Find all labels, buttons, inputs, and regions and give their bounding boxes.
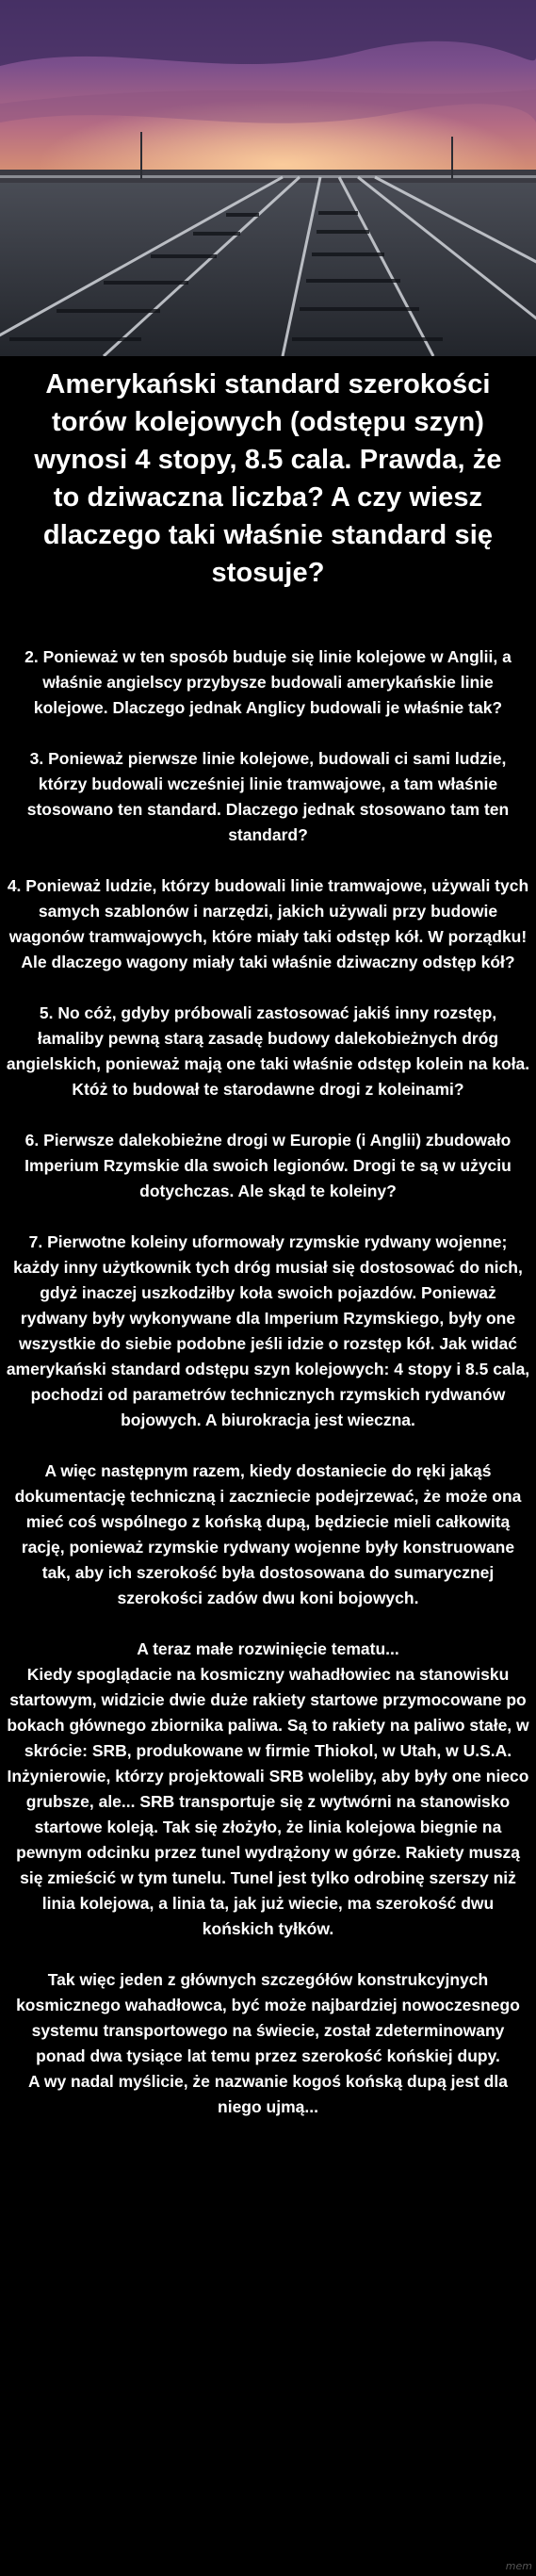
paragraph-point-3: 3. Ponieważ pierwsze linie kolejowe, budowali ci sami ludzie, którzy budowali wcześniej linie tramwajowe, a tam właśnie stosowano ten standard. Dlaczego jednak stosowano tam ten standard?	[26, 749, 510, 844]
article-body	[6, 644, 530, 2120]
watermark-text: mem	[505, 2560, 532, 2572]
headline: Amerykański standard szerokości torów kolejowych (odstępu szyn) wynosi 4 stopy, 8.5 cala. Prawda, że to dziwaczna liczba? A czy wiesz dlaczego taki właśnie standard się stosuje?	[34, 369, 502, 588]
paragraph-point-6: 6. Pierwsze dalekobieżne drogi w Europie (i Anglii) zbudowało Imperium Rzymskie dla swoich legionów. Drogi te są w użyciu dotychczas. Ale skąd te koleiny?	[24, 1131, 512, 1200]
paragraph-conclusion: A więc następnym razem, kiedy dostaniecie do ręki jakąś dokumentację techniczną i zaczniecie podejrzewać, że może ona mieć coś wspólnego z końską dupą, będziecie mieli całkowitą rację, ponieważ rzymskie rydwany wojenne były konstruowane tak, aby ich szerokość była dostosowana do sumarycznej szerokości zadów dwu koni bojowych.	[14, 1461, 522, 1607]
paragraph-point-2: 2. Ponieważ w ten sposób buduje się linie kolejowe w Anglii, a właśnie angielscy przybysze budowali amerykańskie linie kolejowe. Dlaczego jednak Anglicy budowali je właśnie tak?	[24, 647, 512, 717]
paragraph-space-shuttle: A teraz małe rozwinięcie tematu... Kiedy spoglądacie na kosmiczny wahadłowiec na stanowisku startowym, widzicie dwie duże rakiety startowe przymocowane po bokach głównego zbiornika paliwa. Są to rakiety na paliwo stałe, w skrócie: SRB, produkowane w firmie Thiokol, w Utah, w U.S.A. Inżynierowie, którzy projektowali SRB woleliby, aby były one nieco grubsze, ale... SRB transportuje się z wytwórni na stanowisko startowe koleją. Tak się złożyło, że linia kolejowa biegnie na pewnym odcinku przez tunel wydrążony w górze. Rakiety muszą się zmieścić w tym tunelu. Tunel jest tylko odrobinę szerszy niż linia kolejowa, a linia ta, jak już wiecie, ma szerokość dwu końskich tyłków.	[7, 1639, 529, 1938]
paragraph-point-5: 5. No cóż, gdyby próbowali zastosować jakiś inny rozstęp, łamaliby pewną starą zasadę budowy dalekobieżnych dróg angielskich, ponieważ mają one taki właśnie odstęp kolein na koła. Któż to budował te starodawne drogi z koleinami?	[6, 1003, 530, 1099]
hero-photo-railway-tracks	[0, 0, 536, 356]
paragraph-point-4: 4. Ponieważ ludzie, którzy budowali linie tramwajowe, używali tych samych szablonów i narzędzi, jakich używali przy budowie wagonów tramwajowych, które miały taki odstęp kół. W porządku! Ale dlaczego wagony miały taki właśnie dziwaczny odstęp kół?	[7, 876, 529, 971]
railway-tracks-illustration	[0, 0, 536, 356]
paragraph-point-7: 7. Pierwotne koleiny uformowały rzymskie rydwany wojenne; każdy inny użytkownik tych dróg musiał się dostosować do nich, gdyż inaczej uszkodziłby koła swoich pojazdów. Ponieważ rydwany były wykonywane dla Imperium Rzymskiego, były one wszystkie do siebie podobne jeśli idzie o rozstęp kół. Jak widać amerykański standard odstępu szyn kolejowych: 4 stopy i 8.5 cala, pochodzi od parametrów technicznych rzymskich rydwanów bojowych. A biurokracja jest wieczna.	[6, 1232, 530, 1429]
paragraph-final: Tak więc jeden z głównych szczegółów konstrukcyjnych kosmicznego wahadłowca, być może najbardziej nowoczesnego systemu transportowego na świecie, został zdeterminowany ponad dwa tysiące lat temu przez szerokość końskiej dupy. A wy nadal myślicie, że nazwanie kogoś końską dupą jest dla niego ujmą...	[16, 1970, 520, 2116]
